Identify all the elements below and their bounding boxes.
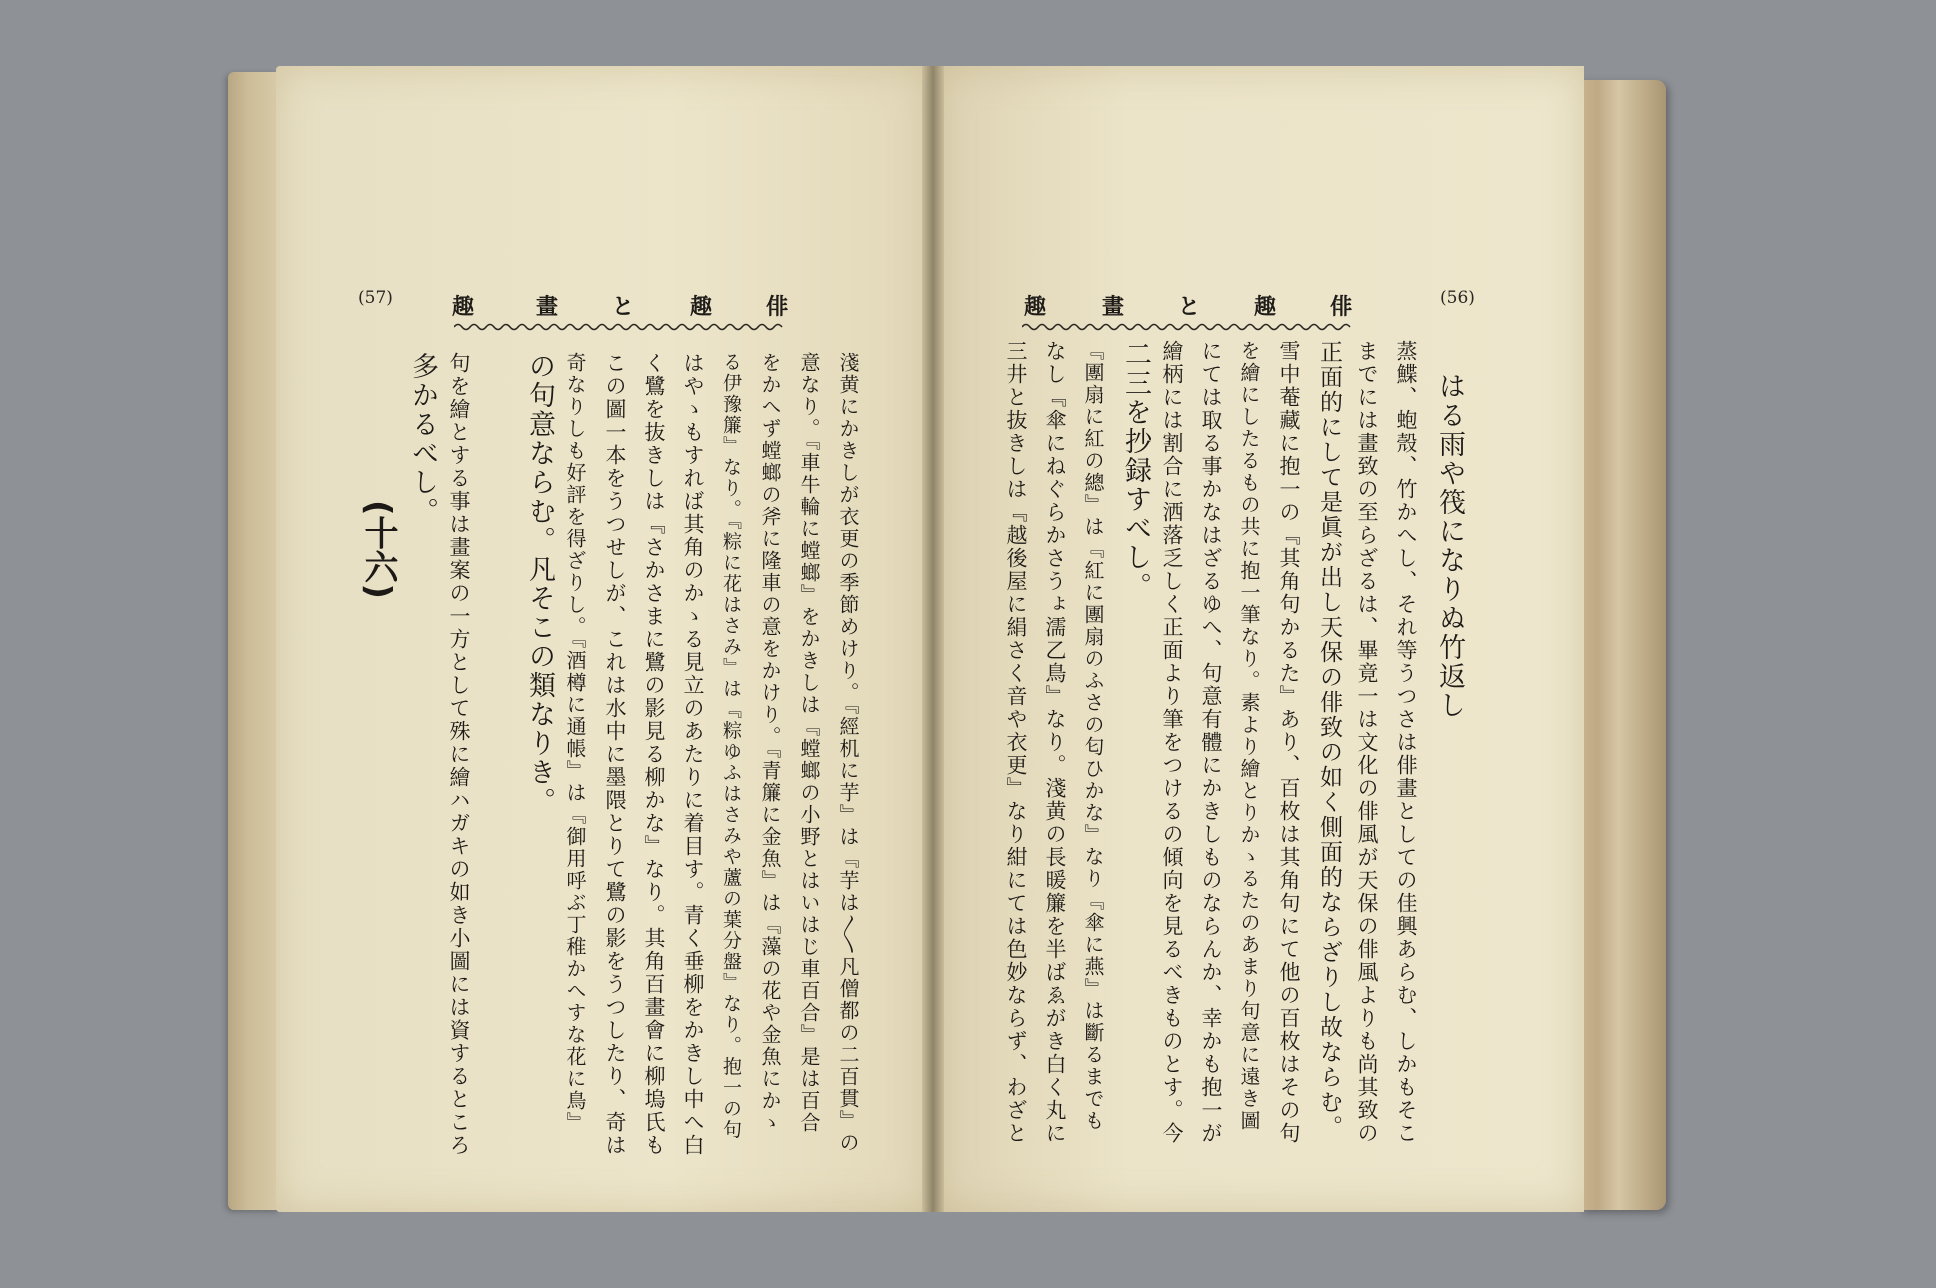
left-col-9: の句意ならむ。凡そこの類なりき。 (524, 352, 555, 816)
right-col-12: 三井と抜きしは『越後屋に絹さく音や衣更』なり紺にては色妙ならず、わざと (1004, 340, 1028, 1145)
left-col-3: をかへず螳螂の斧に隆車の意をかけり。『青簾に金魚』は『藻の花や金魚にかゝ (758, 352, 782, 1134)
right-col-9: 二三を抄録すべし。 (1120, 340, 1151, 601)
book-fore-edge-right (1580, 80, 1666, 1210)
right-col-8: 繪柄には割合に洒落乏しく正面より筆をつけるの傾向を見るべきものとす。今 (1160, 340, 1184, 1145)
right-col-6: を繪にしたるもの共に抱一筆なり。素より繪とりかゝるたのあまり句意に遠き圖 (1237, 340, 1261, 1132)
right-col-3: までには畫致の至らざるは、畢竟一は文化の俳風が天保の俳風よりも尚其致の (1355, 340, 1379, 1145)
right-header-rule (1022, 322, 1356, 332)
left-col-11: 多かるべし。 (407, 352, 438, 526)
right-col-5: 雪中菴藏に抱一の『其角句かるた』あり、百枚は其角句にて他の百枚はその句 (1277, 340, 1301, 1145)
left-title-char-5: 俳 (766, 294, 789, 320)
left-col-8: 奇なりしも好評を得ざりし。『酒樽に通帳』は『御用呼ぶ丁稚かへすな花に鳥』 (563, 352, 587, 1134)
section-number-mark: (十六) (358, 500, 398, 600)
right-col-10: 『團扇に紅の總』は『紅に團扇のふさの匂ひかな』なり『傘に燕』は斷るまでも (1081, 340, 1105, 1132)
right-col-4: 正面的にして是眞が出し天保の俳致の如く側面的ならざりし故ならむ。 (1316, 340, 1342, 1140)
right-col-7: にては取る事かなはざるゆへ、句意有體にかきしものならんか、幸かも抱一が (1199, 340, 1223, 1145)
left-col-6: く鷺を抜きしは『さかさまに鷺の影見る柳かな』なり。其角百畫會に柳塢氏も (642, 352, 666, 1157)
left-header-rule (454, 322, 788, 332)
right-col-11: なし『傘にねぐらかさうょ濡乙鳥』なり。淺黄の長暖簾を半ばゑがき白く丸に (1043, 340, 1067, 1145)
right-title-char-5: 趣 (1024, 294, 1047, 320)
right-col-1: はる雨や筏になりぬ竹返し (1434, 372, 1465, 720)
right-title-char-2: 趣 (1254, 294, 1277, 320)
left-title-char-3: と (612, 294, 635, 320)
left-col-2: 意なり。『車牛輪に螳螂』をかきしは『螳螂の小野とはいはじ車百合』是は百合 (797, 352, 821, 1134)
left-col-5: はやゝもすれば其角のかゝる見立のあたりに着目す。青く垂柳をかきし中へ白 (681, 352, 705, 1157)
right-title-char-4: 畫 (1102, 294, 1125, 320)
left-col-10: 句を繪とする事は畫案の一方として殊に繪ハガキの如き小圖には資するところ (447, 352, 471, 1157)
left-col-4: る伊豫簾』なり。『粽に花はさみ』は『粽ゆふはさみや蘆の葉分盤』なり。抱一の句 (720, 352, 742, 1141)
right-page-number: (56) (1440, 288, 1475, 308)
right-title-char-3: と (1178, 294, 1201, 320)
left-col-7: この圖一本をうつせしが、これは水中に墨隈とりて鷺の影をうつしたり、奇は (603, 352, 627, 1157)
left-title-char-1: 趣 (452, 294, 475, 320)
left-title-char-2: 畫 (536, 294, 559, 320)
right-col-2: 蒸鰈、蚫殼、竹かへし、それ等うつさは俳畫としての佳興あらむ、しかもそこ (1394, 340, 1418, 1145)
book-fore-edge-left (228, 72, 280, 1210)
right-title-char-1: 俳 (1330, 294, 1353, 320)
left-title-char-4: 趣 (690, 294, 713, 320)
left-page-number: (57) (358, 288, 393, 308)
book-gutter (922, 66, 944, 1212)
left-col-1: 淺黄にかきしが衣更の季節めけり。『經机に芋』は『芋は〳〵凡僧都の二百貫』の (836, 352, 860, 1154)
